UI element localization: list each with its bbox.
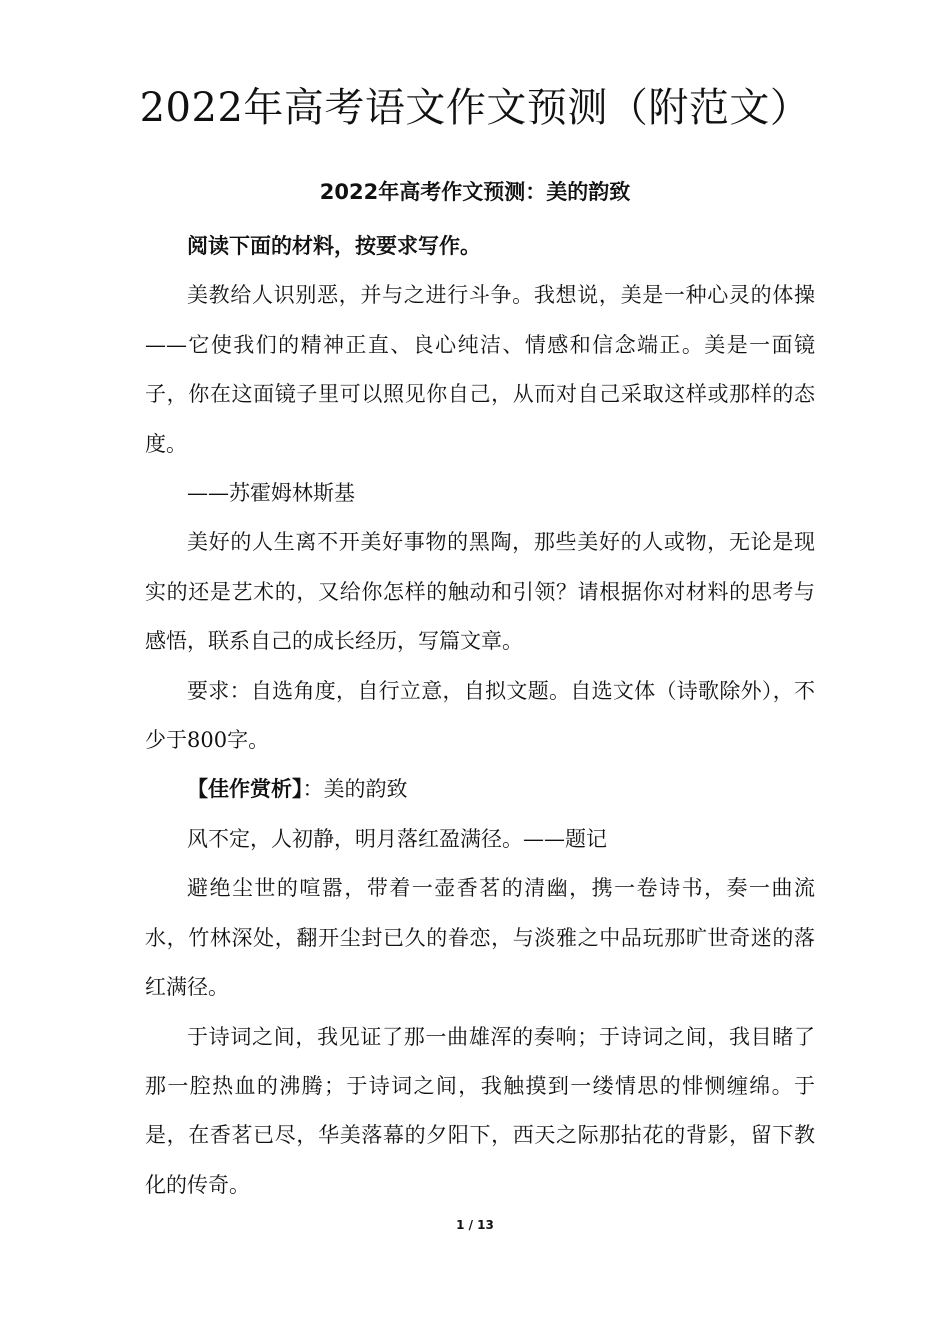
material-paragraph: 美教给人识别恶，并与之进行斗争。我想说，美是一种心灵的体操——它使我们的精神正直、良心纯洁、情感和信念端正。美是一面镜子，你在这面镜子里可以照见你自己，从而对自己采取这样或那样的态度。 — [145, 283, 815, 456]
essay-label: 【佳作赏析】 — [187, 777, 303, 802]
essay-title: ：美的韵致 — [302, 777, 408, 802]
prompt-paragraph: 美好的人生离不开美好事物的黑陶，那些美好的人或物，无论是现实的还是艺术的，又给你怎样的触动和引领？请根据你对材料的思考与感悟，联系自己的成长经历，写篇文章。 — [145, 530, 815, 654]
material-attribution: ——苏霍姆林斯基 — [187, 481, 355, 506]
essay-paragraph: 于诗词之间，我见证了那一曲雄浑的奏响；于诗词之间，我目睹了那一腔热血的沸腾；于诗词之间，我触摸到一缕情思的悱恻缠绵。于是，在香茗已尽，华美落幕的夕阳下，西天之际那拈花的背影，留下教化的传奇。 — [145, 1024, 815, 1197]
essay-heading — [145, 765, 815, 814]
document-subtitle: 2022年高考作文预测：美的韵致 — [319, 180, 631, 204]
essay-paragraph: 避绝尘世的喧嚣，带着一壶香茗的清幽，携一卷诗书，奏一曲流水，竹林深处，翻开尘封已久的眷恋，与淡雅之中品玩那旷世奇迷的落红满径。 — [145, 876, 815, 1000]
requirements-paragraph: 要求：自选角度，自行立意，自拟文题。自选文体（诗歌除外），不少于800字。 — [145, 678, 815, 753]
instruction-line: 阅读下面的材料，按要求写作。 — [187, 234, 481, 258]
page-indicator: 1 / 13 — [456, 1218, 494, 1232]
document-title: 2022年高考语文作文预测（附范文） — [139, 85, 811, 131]
essay-epigraph: 风不定，人初静，明月落红盈满径。——题记 — [187, 826, 607, 851]
document-body — [145, 222, 815, 1210]
